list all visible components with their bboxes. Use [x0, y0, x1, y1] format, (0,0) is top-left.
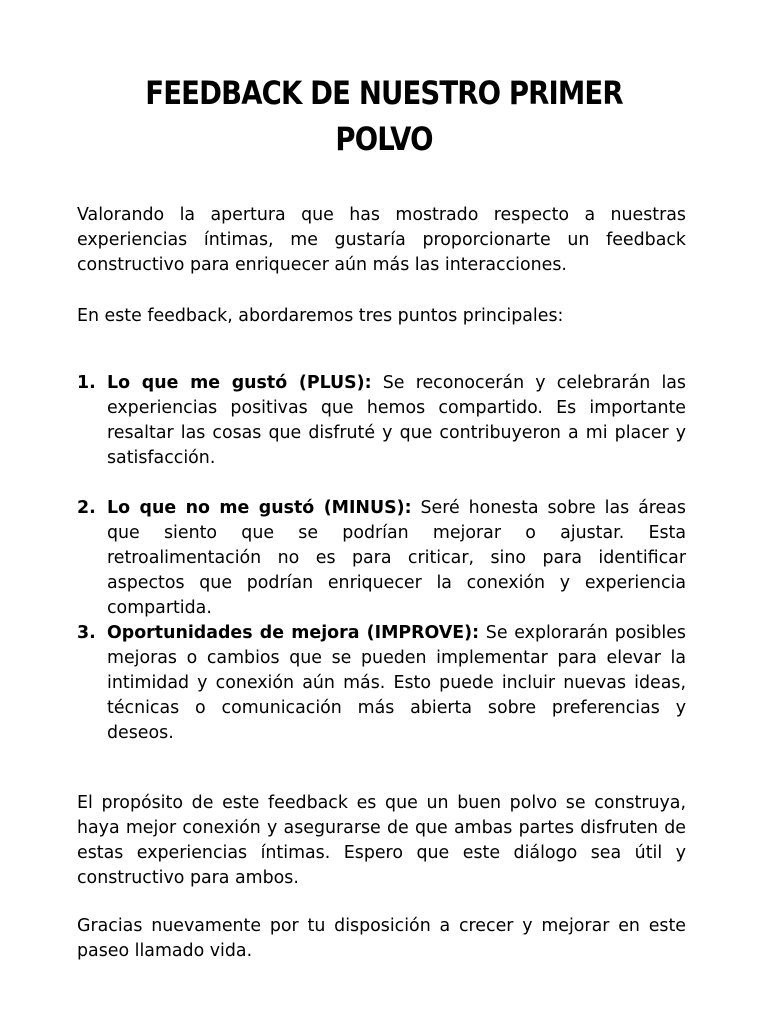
- list-item: [77, 621, 686, 746]
- lead-paragraph: En este feedback, abordaremos tres puntos principales:: [77, 306, 564, 326]
- list-item: [77, 371, 686, 471]
- list-item-heading: Lo que me gustó (PLUS):: [107, 373, 372, 393]
- list-item-body: [107, 621, 686, 746]
- list-item-text: Se explorarán posibles mejoras o cambios que se pueden implementar para elevar la intimidad y conexión aún más. Esto puede incluir nuevas ideas, técnicas o comunicación más abierta sobre preferencias y deseos.: [107, 623, 686, 743]
- list-item-body: [107, 496, 686, 621]
- closing-paragraph: El propósito de este feedback es que un buen polvo se construya, haya mejor conexión y asegurarse de que ambas partes disfruten de estas experiencias íntimas. Espero que este diálogo sea útil y constructivo para ambos.: [77, 793, 686, 888]
- document-title-line-1: FEEDBACK DE NUESTRO PRIMER: [145, 74, 623, 112]
- list-item-number: 2.: [77, 498, 96, 518]
- list-item-body: [107, 371, 686, 471]
- list-item-heading: Oportunidades de mejora (IMPROVE):: [107, 623, 480, 643]
- list-item-text: Se reconocerán y celebrarán las experiencias positivas que hemos compartido. Es importante resaltar las cosas que disfruté y que contribuyeron a mi placer y satisfacción.: [107, 373, 686, 468]
- list-item: [77, 496, 686, 621]
- intro-paragraph: Valorando la apertura que has mostrado respecto a nuestras experiencias íntimas, me gustaría proporcionarte un feedback constructivo para enriquecer aún más las interacciones.: [77, 205, 686, 275]
- list-item-heading: Lo que no me gustó (MINUS):: [107, 498, 412, 518]
- list-item-text: Seré honesta sobre las áreas que siento que se podrían mejorar o ajustar. Esta retroalimentación no es para criticar, sino para identificar aspectos que podrían enriquecer la conexión y experiencia compartida.: [107, 498, 686, 618]
- list-item-number: 3.: [77, 623, 96, 643]
- document-title-line-2: POLVO: [335, 120, 433, 158]
- list-item-number: 1.: [77, 373, 96, 393]
- thanks-paragraph: Gracias nuevamente por tu disposición a crecer y mejorar en este paseo llamado vida.: [77, 916, 686, 961]
